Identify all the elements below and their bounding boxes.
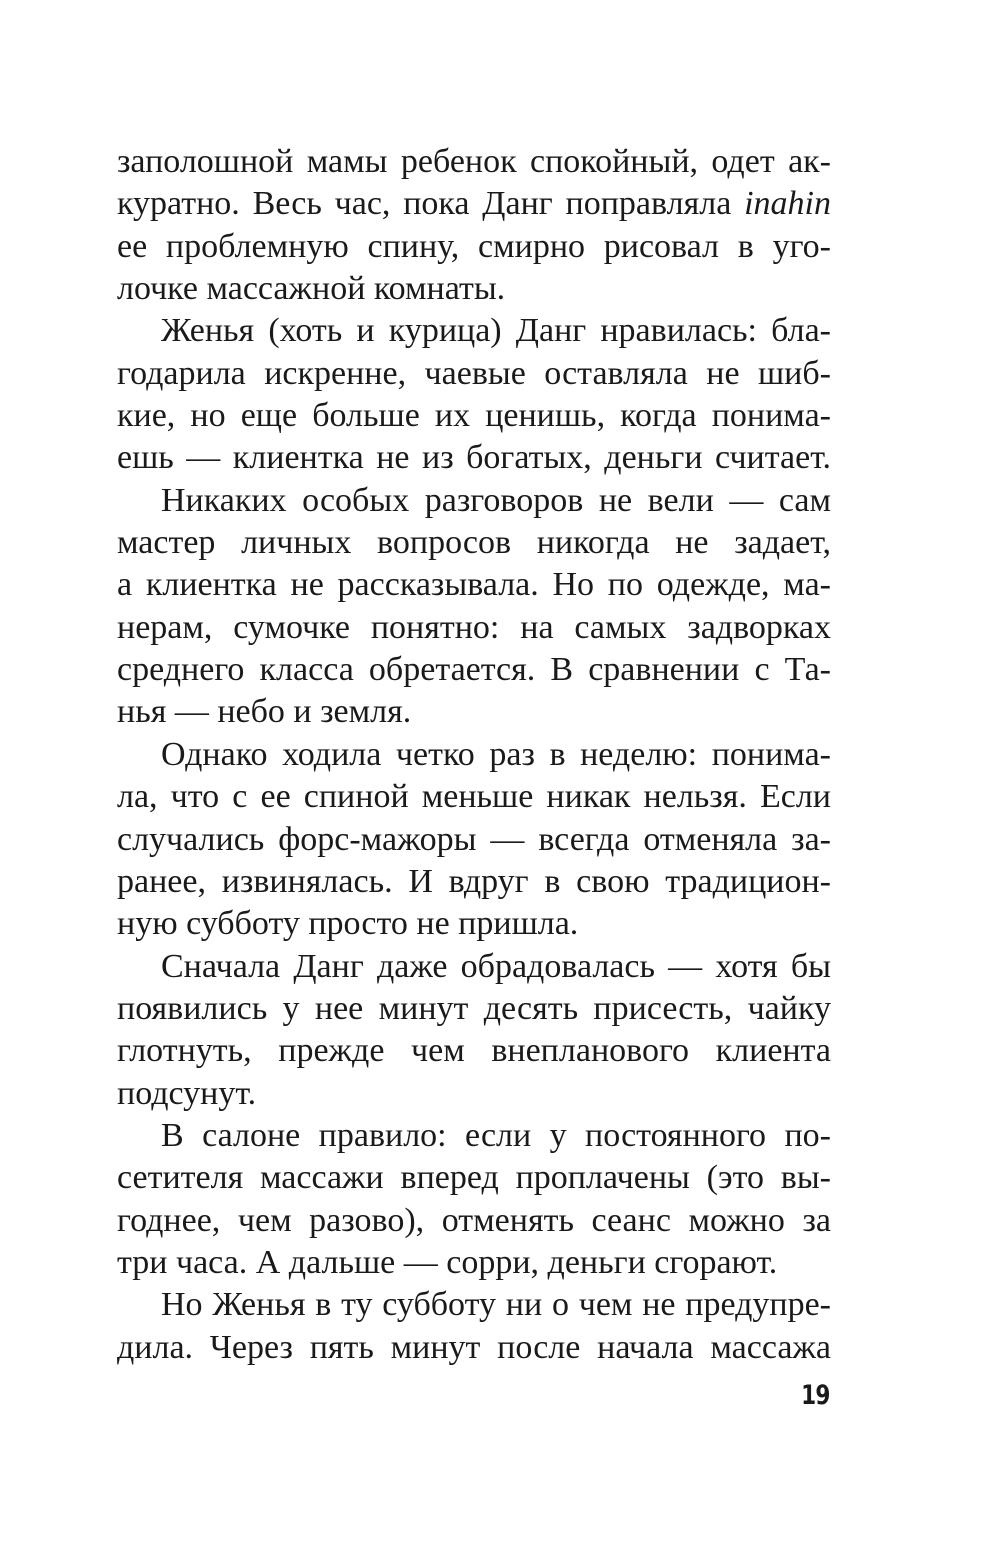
text-line — [117, 226, 831, 268]
text-line-content: годарила искренне, чаевые оставляла не шиб- — [117, 354, 831, 392]
text-line-content: лочке массажной комнаты. — [117, 270, 506, 308]
text-line-content: глотнуть, прежде чем внепланового клиента — [117, 1032, 831, 1070]
text-line-content: сетителя массажи вперед проплачены (это вы- — [117, 1159, 831, 1197]
text-line — [117, 1115, 831, 1157]
text-line-content: а клиентка не рассказывала. Но по одежде, ма- — [117, 566, 831, 604]
text-line-content: мастер личных вопросов никогда не задает, — [117, 524, 831, 562]
text-line — [117, 946, 831, 988]
text-line-content: Сначала Данг даже обрадовалась — хотя бы — [161, 947, 831, 985]
text-line — [117, 691, 831, 733]
text-line-content: нья — небо и земля. — [117, 693, 412, 731]
text-line-content: ранее, извинялась. И вдруг в свою традицион- — [117, 862, 831, 900]
text-line — [117, 1284, 831, 1326]
text-line-content: ла, что с ее спиной меньше никак нельзя. Если — [117, 778, 831, 816]
text-line — [117, 988, 831, 1030]
text-line — [117, 522, 831, 564]
text-line — [117, 353, 831, 395]
text-line — [117, 903, 831, 945]
text-line — [117, 1327, 831, 1369]
text-line-content: Никаких особых разговоров не вели — сам — [161, 481, 831, 519]
text-line-content: среднего класса обретается. В сравнении с Та- — [117, 651, 831, 689]
text-line-content: Но Женья в ту субботу ни о чем не предупре- — [161, 1286, 831, 1324]
text-line — [117, 1157, 831, 1199]
text-line — [117, 734, 831, 776]
text-line — [117, 564, 831, 606]
text-line-content: три часа. А дальше — сорри, деньги сгорают. — [117, 1243, 778, 1281]
text-line-content: В салоне правило: если у постоянного по- — [161, 1116, 831, 1154]
text-line-content: случались форс-мажоры — всегда отменяла за- — [117, 820, 831, 858]
page-number: 19 — [801, 1380, 830, 1411]
text-line-content: Женья (хоть и курица) Данг нравилась: бла- — [161, 312, 831, 350]
text-line-content: кие, но еще больше их ценишь, когда понима- — [117, 397, 831, 435]
text-line-content: куратно. Весь час, пока Данг поправляла — [117, 185, 745, 223]
text-line-content: появились у нее минут десять присесть, чайку — [117, 989, 831, 1027]
text-line — [117, 607, 831, 649]
text-line — [117, 437, 831, 479]
text-line — [117, 1242, 831, 1284]
text-line — [117, 268, 831, 310]
text-line-content: нерам, сумочке понятно: на самых задворках — [117, 608, 831, 646]
text-line — [117, 1073, 831, 1115]
text-line-content: дила. Через пять минут после начала массажа — [117, 1328, 831, 1366]
text-line-content: ную субботу просто не пришла. — [117, 905, 579, 943]
body-text — [117, 141, 831, 1369]
text-line-content: Однако ходила четко раз в неделю: понима- — [161, 735, 831, 773]
text-line — [117, 141, 831, 183]
text-line-content: ее проблемную спину, смирно рисовал в уго- — [117, 227, 831, 265]
text-line — [117, 480, 831, 522]
text-line-content: подсунут. — [117, 1074, 257, 1112]
text-line — [117, 861, 831, 903]
text-line — [117, 183, 831, 225]
text-line-content: заполошной мамы ребенок спокойный, одет ак- — [117, 143, 831, 180]
text-line — [117, 1200, 831, 1242]
text-line — [117, 776, 831, 818]
text-line-content: ешь — клиентка не из богатых, деньги считает. — [117, 439, 831, 477]
text-line-content: годнее, чем разово), отменять сеанс можно за — [117, 1201, 831, 1239]
italic-word: inahin — [744, 185, 831, 223]
text-line — [117, 1030, 831, 1072]
text-line — [117, 819, 831, 861]
text-line — [117, 395, 831, 437]
text-line — [117, 310, 831, 352]
text-line — [117, 649, 831, 691]
